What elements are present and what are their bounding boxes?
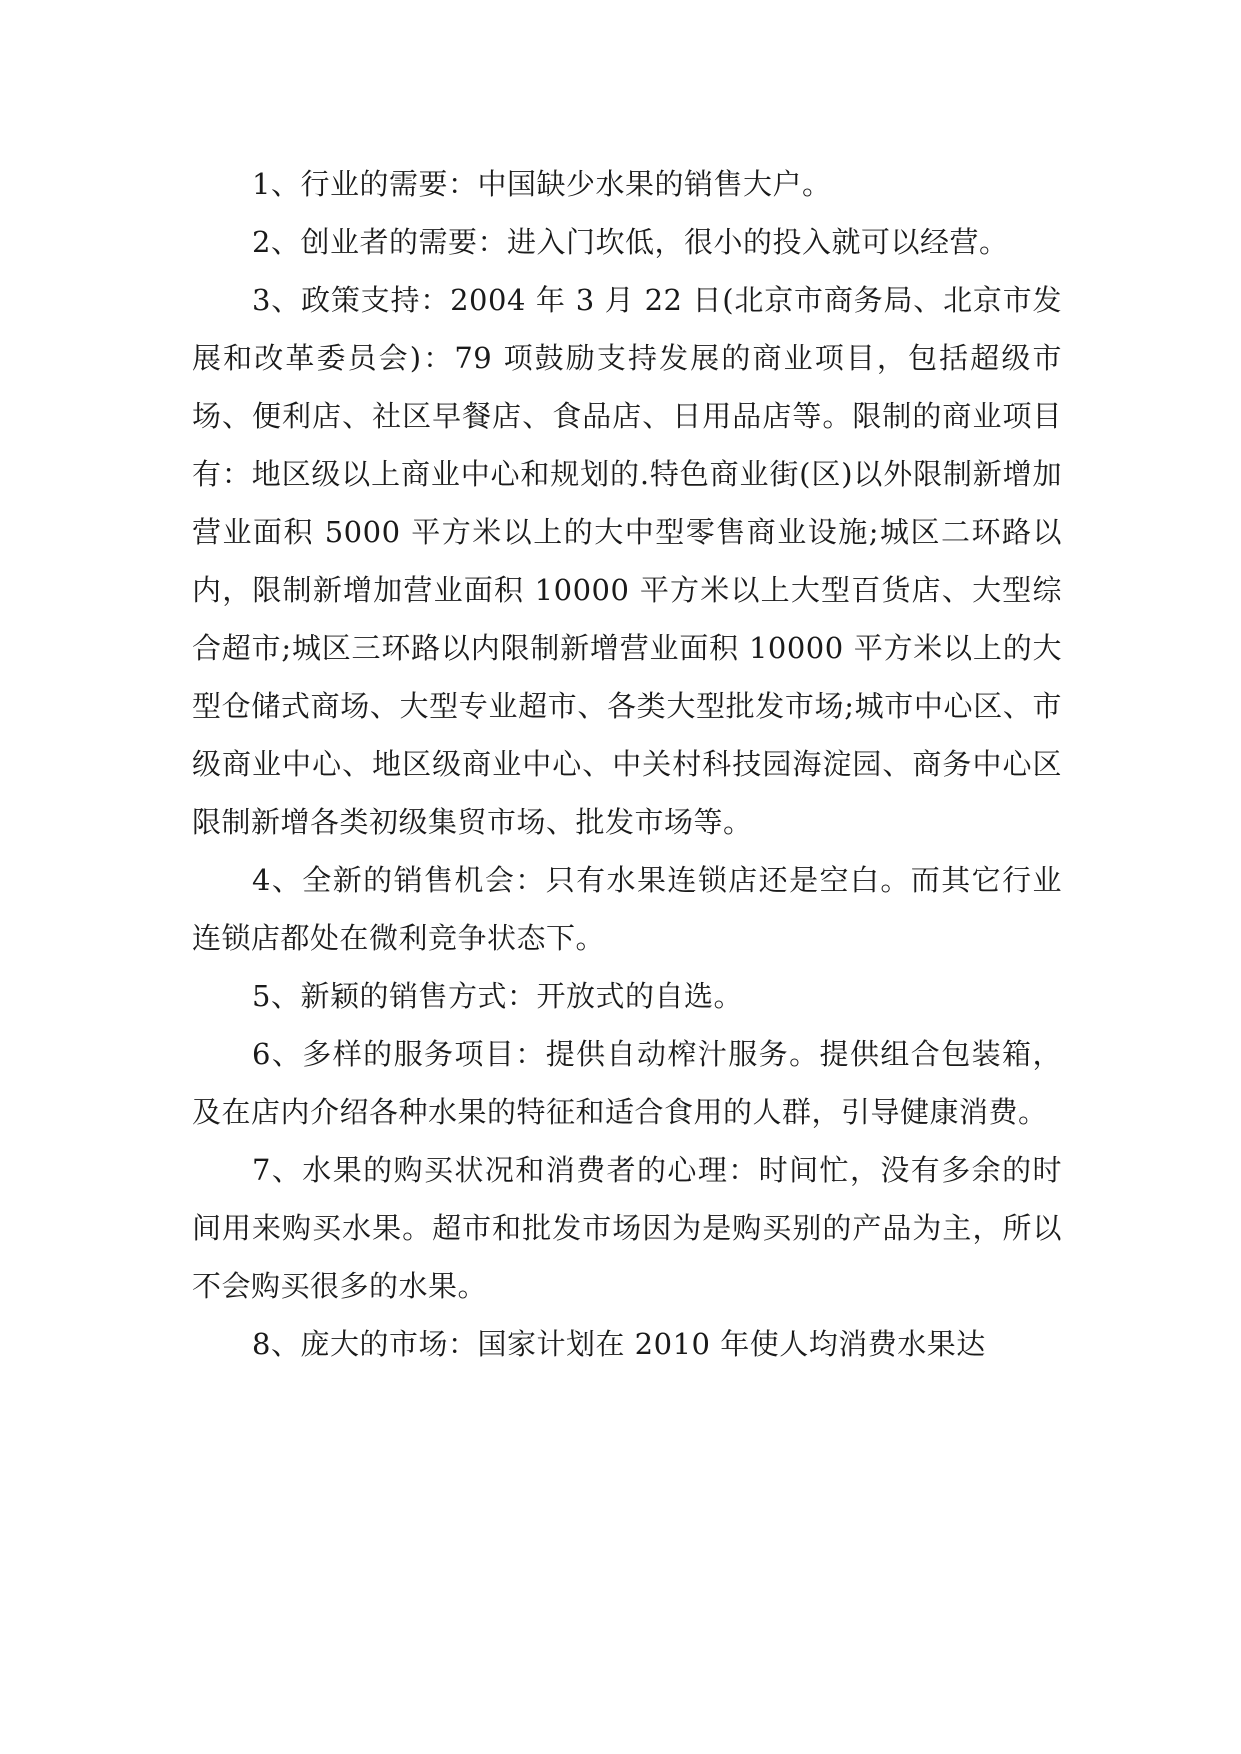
paragraph-service-items: 6、多样的服务项目：提供自动榨汁服务。提供组合包装箱，及在店内介绍各种水果的特征和适合食用的人群，引导健康消费。: [192, 1037, 1062, 1129]
paragraph-huge-market: 8、庞大的市场：国家计划在 2010 年使人均消费水果达: [252, 1327, 986, 1361]
paragraph-entrepreneur-need: 2、创业者的需要：进入门坎低，很小的投入就可以经营。: [252, 225, 1009, 259]
paragraph-industry-need: 1、行业的需要：中国缺少水果的销售大户。: [252, 167, 832, 201]
document-body: [192, 155, 1062, 1373]
paragraph-sales-opportunity: 4、全新的销售机会：只有水果连锁店还是空白。而其它行业连锁店都处在微利竞争状态下。: [192, 863, 1062, 955]
paragraph-consumer-psychology: 7、水果的购买状况和消费者的心理：时间忙，没有多余的时间用来购买水果。超市和批发市场因为是购买别的产品为主，所以不会购买很多的水果。: [192, 1153, 1062, 1303]
paragraph-sales-method: 5、新颖的销售方式：开放式的自选。: [252, 979, 743, 1013]
paragraph-policy-support: 3、政策支持：2004 年 3 月 22 日(北京市商务局、北京市发展和改革委员会)：79 项鼓励支持发展的商业项目，包括超级市场、便利店、社区早餐店、食品店、日用品店等。限制的商业项目有：地区级以上商业中心和规划的.特色商业街(区)以外限制新增加营业面积 5000 平方米以上的大中型零售商业设施;城区二环路以内，限制新增加营业面积 10000 平方米以上大型百货店、大型综合超市;城区三环路以内限制新增营业面积 10000 平方米以上的大型仓储式商场、大型专业超市、各类大型批发市场;城市中心区、市级商业中心、地区级商业中心、中关村科技园海淀园、商务中心区限制新增各类初级集贸市场、批发市场等。: [192, 283, 1062, 839]
